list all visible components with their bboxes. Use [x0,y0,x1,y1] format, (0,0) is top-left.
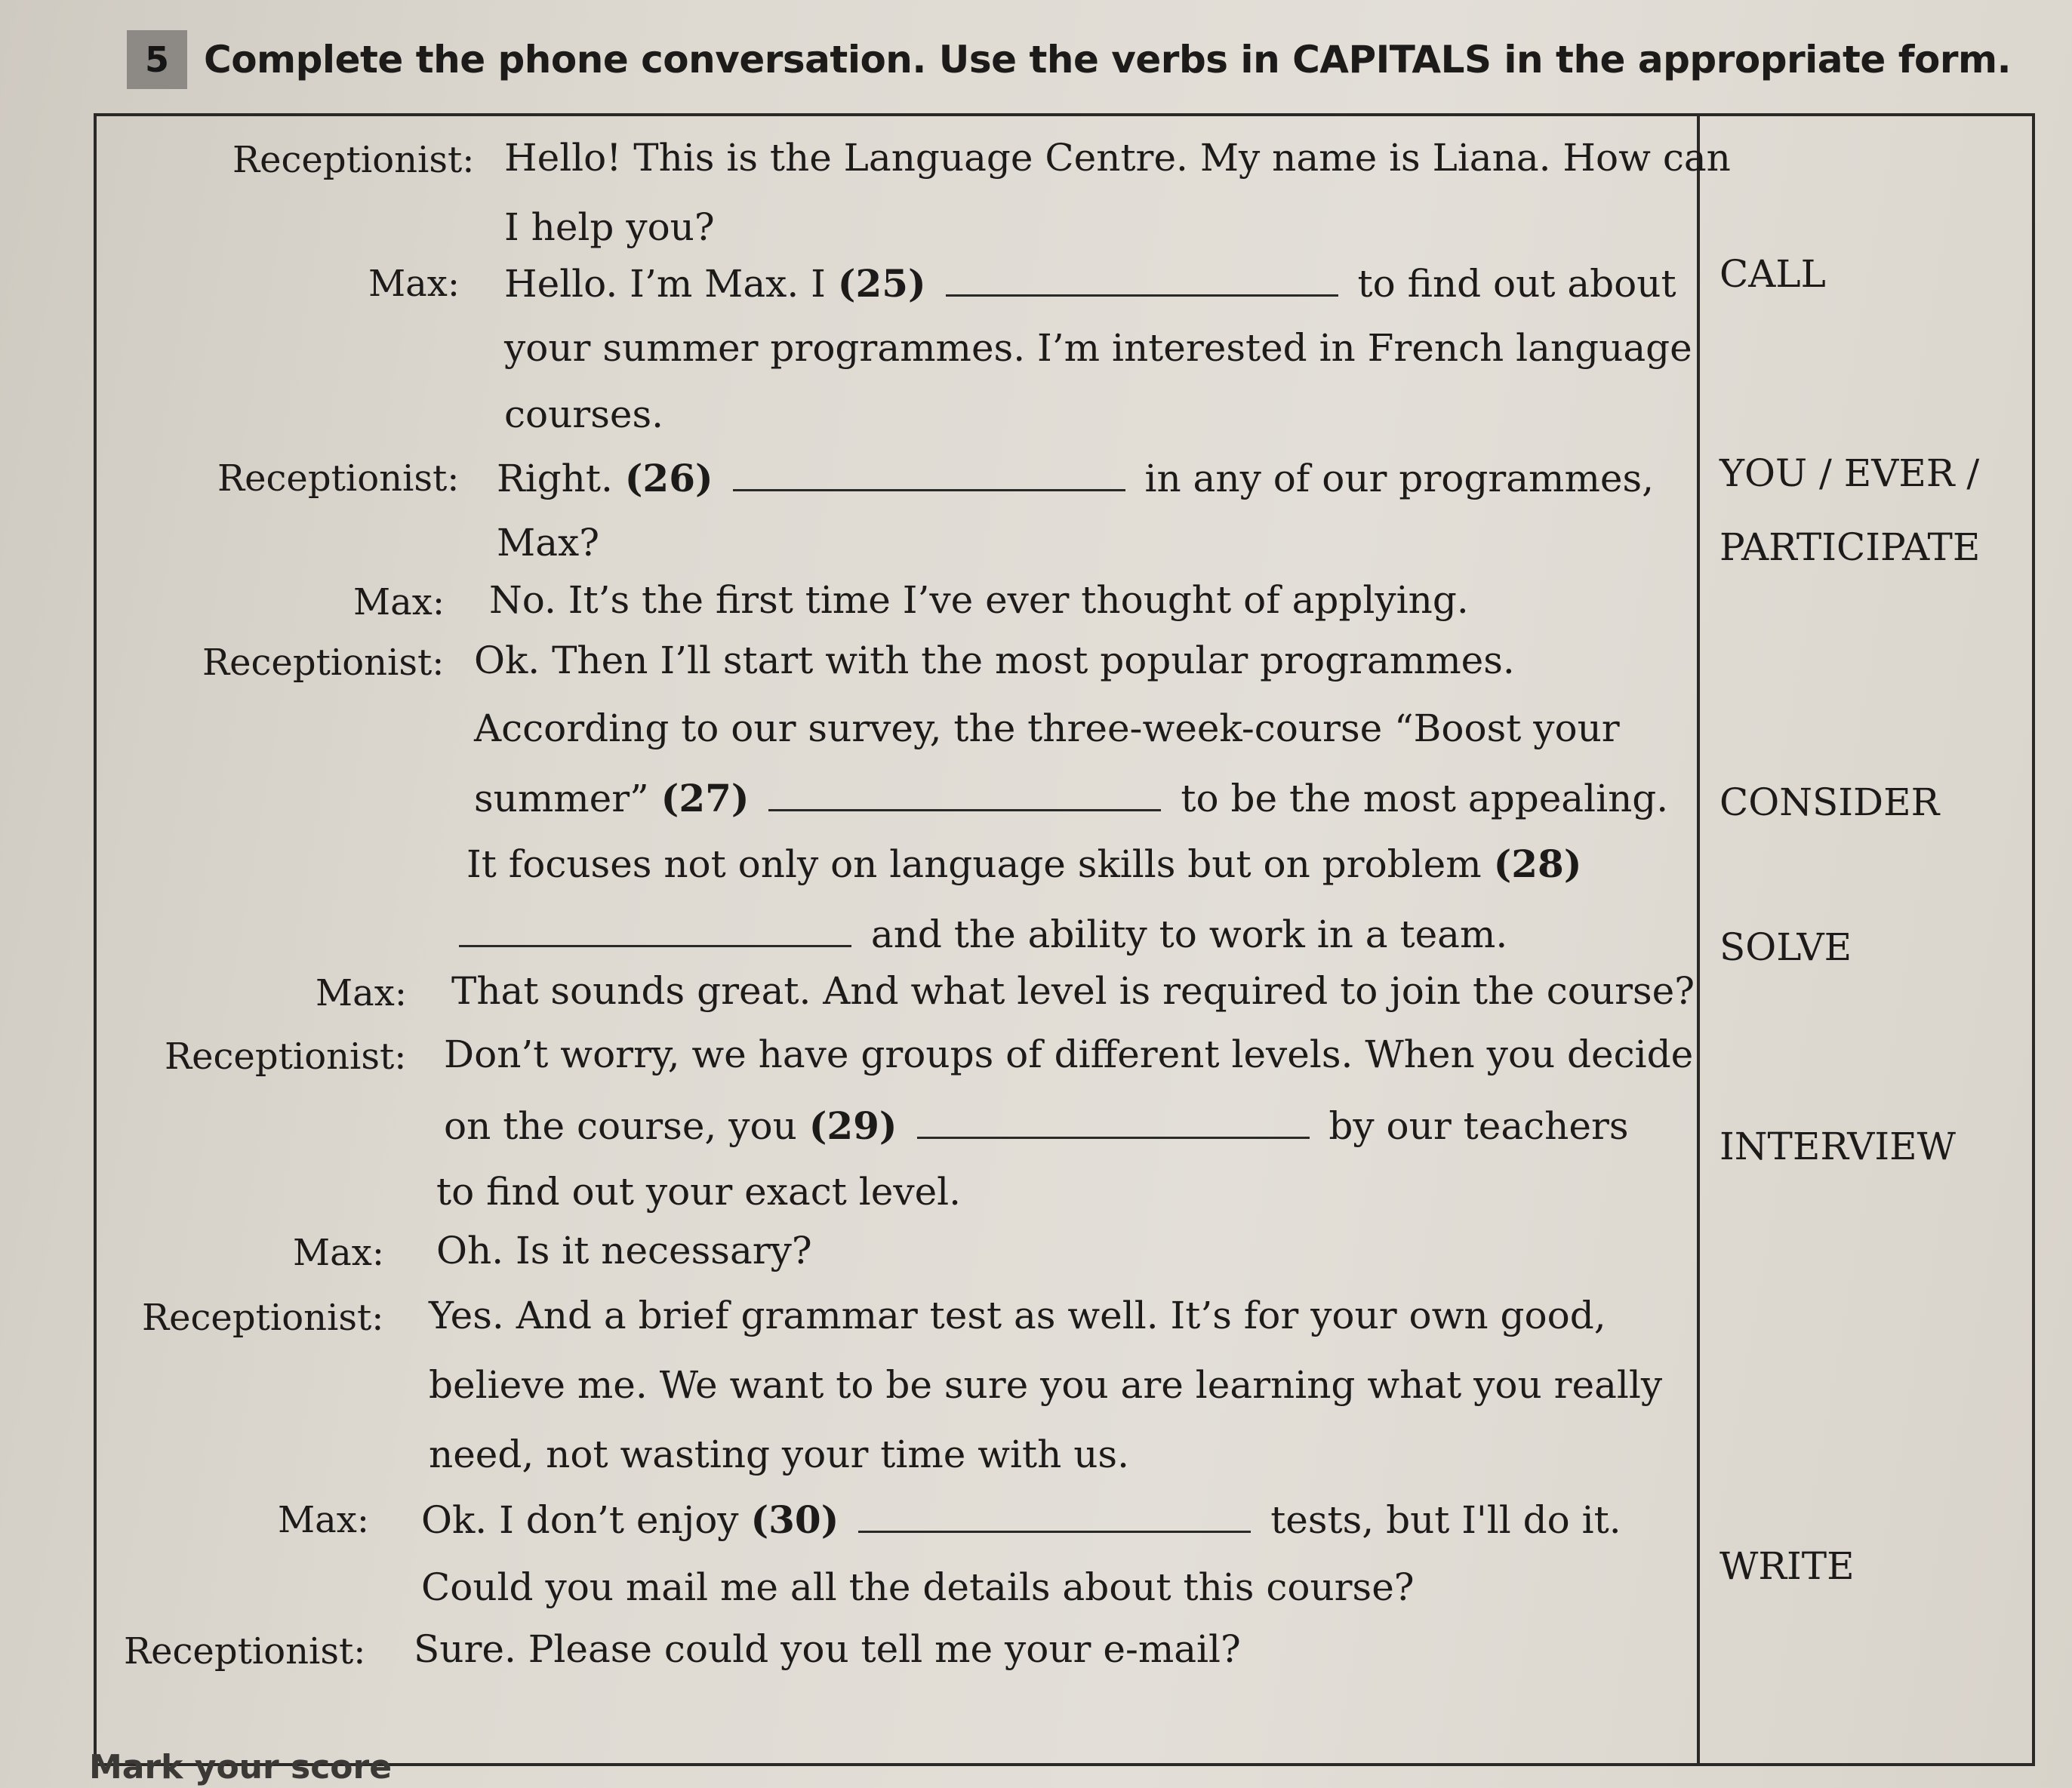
question-number: (26) [624,456,713,500]
answer-blank-29[interactable] [917,1105,1310,1139]
dialogue-text: in any of our programmes, [1144,457,1655,500]
dialogue-line: Sure. Please could you tell me your e-mail? [414,1627,1241,1671]
dialogue-line: Oh. Is it necessary? [436,1229,812,1273]
speaker-label: Receptionist: [202,642,445,684]
exercise-number: 5 [127,30,187,89]
dialogue-line: Hello! This is the Language Centre. My name is Liana. How can [504,136,1731,180]
speaker-label: Receptionist: [232,139,475,181]
exercise-header [127,26,2011,94]
dialogue-text: Hello. I’m Max. I [504,262,826,306]
speaker-label: Max: [293,1232,385,1274]
verb-q28: SOLVE [1719,925,1852,969]
dialogue-line: need, not wasting your time with us. [429,1433,1129,1476]
dialogue-text: to be the most appealing. [1181,777,1669,820]
dialogue-text: Ok. I don’t enjoy [421,1498,739,1542]
verb-q26-line2: PARTICIPATE [1719,525,1981,569]
gap-line-30 [421,1497,1621,1542]
answer-blank-30[interactable] [858,1499,1251,1533]
score-footer: Mark your score [89,1748,393,1786]
answer-blank-28[interactable] [459,913,851,947]
verb-q29: INTERVIEW [1719,1125,1956,1168]
dialogue-line: Yes. And a brief grammar test as well. It’s for your own good, [429,1294,1606,1337]
answer-blank-26[interactable] [733,457,1125,491]
gap-line-26 [497,456,1655,500]
exercise-instruction: Complete the phone conversation. Use the verbs in CAPITALS in the appropriate form. [204,38,2012,82]
answer-blank-25[interactable] [946,263,1338,297]
dialogue-line: to find out your exact level. [436,1170,962,1214]
verb-column-divider [1697,116,1700,1763]
speaker-label: Max: [368,263,460,305]
gap-line-29 [444,1103,1629,1148]
dialogue-text: Right. [497,457,613,500]
dialogue-line: No. It’s the first time I’ve ever thought of applying. [489,578,1469,622]
dialogue-line: courses. [504,392,664,436]
dialogue-line: Could you mail me all the details about this course? [421,1565,1415,1609]
dialogue-line: That sounds great. And what level is required to join the course? [451,969,1695,1013]
dialogue-text: to find out about [1357,262,1676,306]
gap-line-28 [466,842,1582,886]
answer-blank-27[interactable] [768,777,1161,811]
gap-line-25 [504,261,1676,306]
dialogue-line: Ok. Then I’ll start with the most popular programmes. [474,639,1515,682]
speaker-label: Receptionist: [165,1036,407,1078]
dialogue-box [94,113,2035,1766]
question-number: (30) [750,1497,839,1542]
dialogue-text: tests, but I'll do it. [1270,1498,1621,1542]
question-number: (28) [1493,842,1582,886]
dialogue-text: It focuses not only on language skills but on problem [466,842,1482,886]
speaker-label: Receptionist: [217,457,460,500]
verb-q30: WRITE [1719,1544,1855,1588]
verb-q27: CONSIDER [1719,780,1940,824]
dialogue-line: According to our survey, the three-week-course “Boost your [474,706,1620,750]
speaker-label: Max: [316,972,408,1014]
question-number: (29) [808,1103,897,1148]
gap-line-27 [474,776,1669,820]
dialogue-line: I help you? [504,205,715,249]
dialogue-text: by our teachers [1328,1104,1629,1148]
gap-line-28-continued [459,912,1508,956]
dialogue-line: Max? [497,521,600,565]
verb-q26-line1: YOU / EVER / [1719,451,1980,495]
speaker-label: Max: [278,1499,370,1541]
dialogue-line: your summer programmes. I’m interested in French language [504,326,1692,370]
dialogue-line: believe me. We want to be sure you are learning what you really [429,1363,1663,1407]
verb-q25: CALL [1719,252,1826,296]
question-number: (27) [660,776,750,820]
dialogue-line: Don’t worry, we have groups of different levels. When you decide [444,1032,1694,1076]
dialogue-text: on the course, you [444,1104,797,1148]
speaker-label: Receptionist: [124,1630,366,1673]
speaker-label: Receptionist: [142,1297,384,1339]
speaker-label: Max: [353,581,445,623]
question-number: (25) [837,261,926,306]
dialogue-text: summer” [474,777,649,820]
dialogue-text: and the ability to work in a team. [870,912,1508,956]
